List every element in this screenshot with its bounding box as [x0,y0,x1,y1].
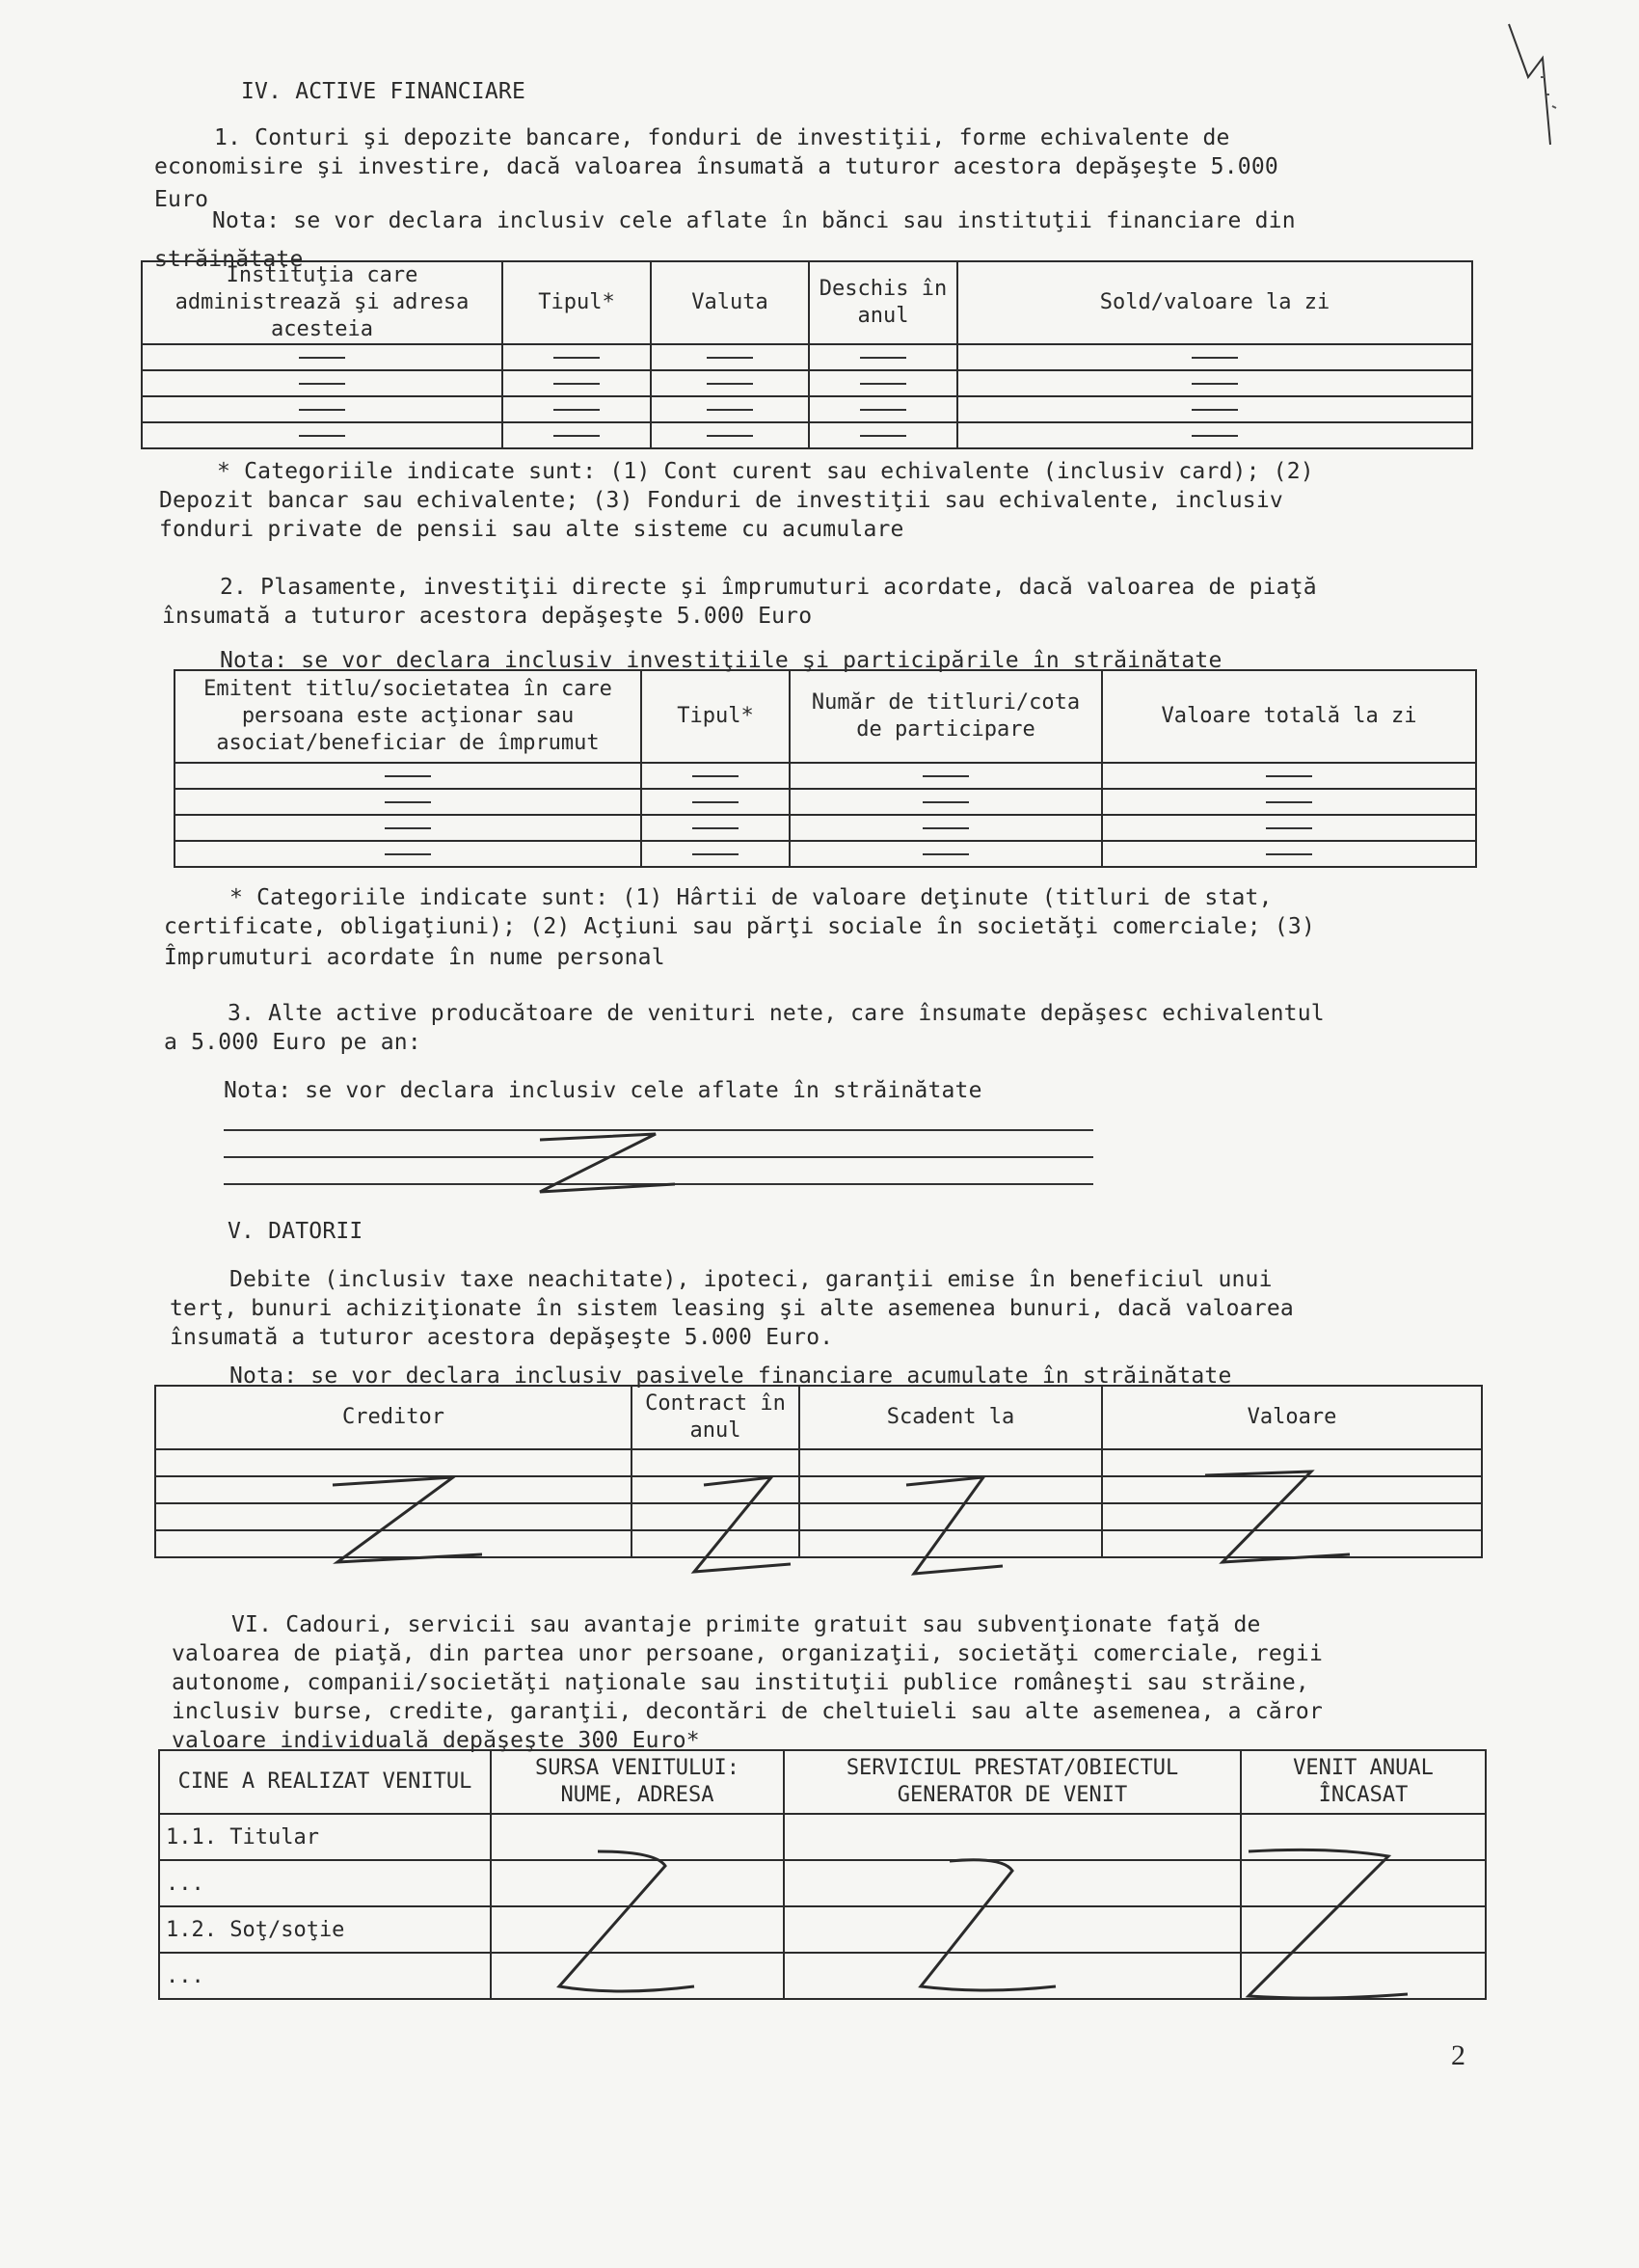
section4-p2-line2: însumată a tuturor acestora depăşeşte 5.000 Euro [162,604,813,629]
bank-accounts-table [141,260,1473,449]
section5-title: V. DATORII [228,1219,363,1244]
table-row [175,763,1476,789]
page-number: 2 [1451,2039,1465,2071]
section5-nota: Nota: se vor declara inclusiv pasivele financiare acumulate în străinătate [229,1364,1232,1389]
section4-p3-line2: a 5.000 Euro pe an: [164,1030,421,1055]
col-who: CINE A REALIZAT VENITUL [159,1750,491,1814]
col-shares: Număr de titluri/cota de participare [790,670,1102,763]
section4-p1-line3: Euro [154,187,209,212]
col-type: Tipul* [502,261,651,344]
section6-p-line2: valoarea de piaţă, din partea unor persoane, organizaţii, societăţi comerciale, regii [172,1641,1324,1666]
table-row [159,1953,1486,1999]
col-creditor: Creditor [155,1386,631,1449]
section4-p1-line2: economisire şi investire, dacă valoarea însumată a tuturor acestora depăşeşte 5.000 [154,154,1278,179]
table-row [142,344,1472,370]
col-annual-income: VENIT ANUAL ÎNCASAT [1241,1750,1486,1814]
table-row [142,422,1472,448]
gifts-table [158,1749,1487,2000]
col-currency: Valuta [651,261,809,344]
col-total-value: Valoare totală la zi [1102,670,1476,763]
section4-p1-line1: 1. Conturi şi depozite bancare, fonduri de investiţii, forme echivalente de [214,125,1230,150]
section4-p1-nota-1: Nota: se vor declara inclusiv cele aflate în bănci sau instituţii financiare din [212,208,1296,233]
table-row [159,1906,1486,1953]
section5-p-line3: însumată a tuturor acestora depăşeşte 5.000 Euro. [170,1325,834,1350]
corner-signature-mark [1504,19,1572,154]
col-due-date: Scadent la [799,1386,1102,1449]
row-label-titular: 1.1. Titular [159,1814,491,1860]
col-opened-year: Deschis în anul [809,261,957,344]
row-label-ellipsis-1: ... [159,1860,491,1906]
row-label-spouse: 1.2. Soţ/soţie [159,1906,491,1953]
categories2-line2: certificate, obligaţiuni); (2) Acţiuni sau părţi sociale în societăţi comerciale; (3) [164,914,1316,939]
categories1-line3: fonduri private de pensii sau alte sisteme cu acumulare [159,517,904,542]
col-issuer: Emitent titlu/societatea în care persoana este acţionar sau asociat/beneficiar de împrumut [175,670,641,763]
table-row [159,1860,1486,1906]
col-value: Valoare [1102,1386,1482,1449]
section4-title: IV. ACTIVE FINANCIARE [241,79,525,104]
table-row [155,1476,1482,1503]
debts-table [154,1385,1483,1558]
section4-p2-line1: 2. Plasamente, investiţii directe şi împrumuturi acordate, dacă valoarea de piaţă [220,575,1317,600]
table-row [155,1530,1482,1557]
col-contract-year: Contract în anul [631,1386,799,1449]
table-row [159,1814,1486,1860]
section6-p-line3: autonome, companii/societăţi naţionale sau instituţii publice româneşti sau străine, [172,1670,1309,1695]
col-service: SERVICIUL PRESTAT/OBIECTUL GENERATOR DE VENIT [784,1750,1241,1814]
section6-p-line4: inclusiv burse, credite, garanţii, decontări de cheltuieli sau alte asemenea, a căror [172,1699,1324,1724]
section4-p2-nota: Nota: se vor declara inclusiv investiţiile şi participările în străinătate [220,648,1223,673]
section4-p1-nota-2: străinătate [154,247,304,272]
col-source: SURSA VENITULUI: NUME, ADRESA [491,1750,784,1814]
investments-table [174,669,1477,868]
section4-p3-nota: Nota: se vor declara inclusiv cele aflate în străinătate [224,1078,982,1103]
table-row [175,841,1476,867]
table-row [155,1503,1482,1530]
table-row [175,815,1476,841]
section5-p-line2: terţ, bunuri achiziţionate în sistem leasing şi alte asemenea bunuri, dacă valoarea [170,1296,1294,1321]
table-row [142,396,1472,422]
section4-p3-line1: 3. Alte active producătoare de venituri nete, care însumate depăşesc echivalentul [228,1001,1325,1026]
categories1-line1: * Categoriile indicate sunt: (1) Cont curent sau echivalente (inclusiv card); (2) [217,459,1314,484]
col-balance: Sold/valoare la zi [957,261,1472,344]
row-label-ellipsis-2: ... [159,1953,491,1999]
table-row [175,789,1476,815]
categories2-line3: Împrumuturi acordate în nume personal [164,945,665,970]
col-institution: Instituţia care administrează şi adresa acesteia [142,261,502,344]
section6-p-line5: valoare individuală depăşeşte 300 Euro* [172,1728,700,1753]
categories2-line1: * Categoriile indicate sunt: (1) Hârtii de valoare deţinute (titluri de stat, [229,885,1273,910]
categories1-line2: Depozit bancar sau echivalente; (3) Fonduri de investiţii sau echivalente, inclusiv [159,488,1283,513]
table-row [155,1449,1482,1476]
section5-p-line1: Debite (inclusiv taxe neachitate), ipoteci, garanţii emise în beneficiul unui [229,1267,1273,1292]
table-row [142,370,1472,396]
section6-p-line1: VI. Cadouri, servicii sau avantaje primite gratuit sau subvenţionate faţă de [231,1612,1261,1637]
col-type: Tipul* [641,670,790,763]
